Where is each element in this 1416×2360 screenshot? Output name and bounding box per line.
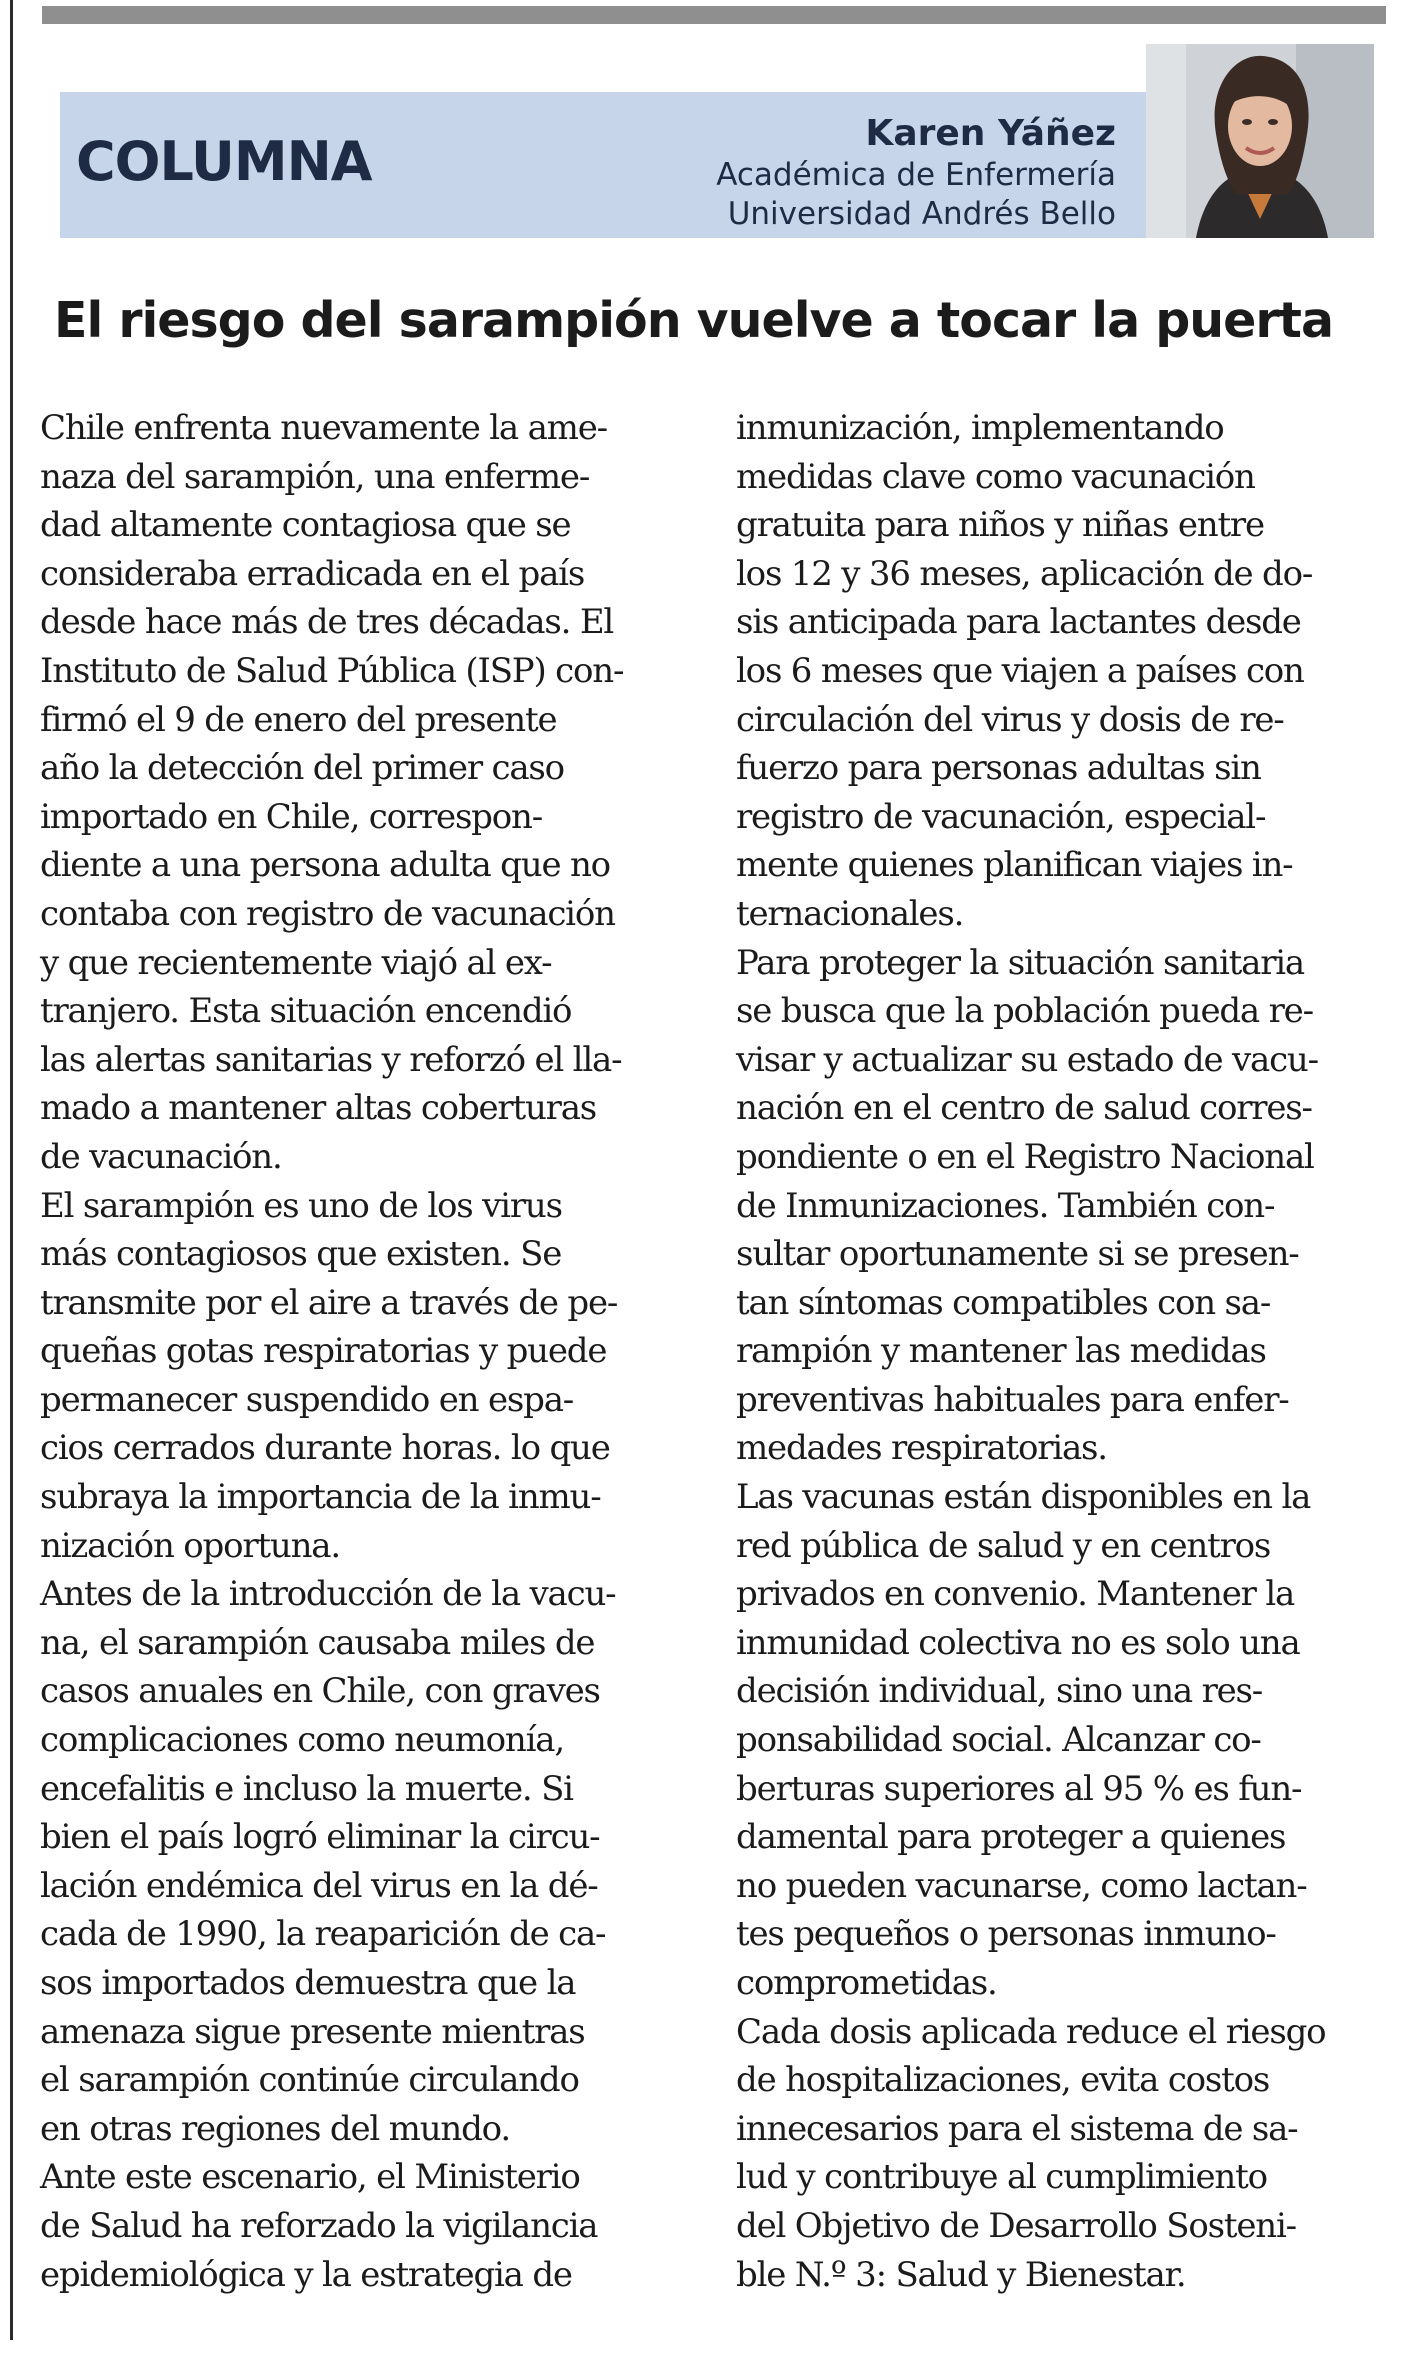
article-line: los 12 y 36 meses, aplicación de do-: [736, 553, 1313, 594]
article-line: transmite por el aire a través de pe-: [40, 1282, 618, 1323]
article-line: año la detección del primer caso: [40, 748, 564, 789]
author-role: Académica de Enfermería: [716, 157, 1116, 193]
article-line: visar y actualizar su estado de vacu-: [736, 1039, 1318, 1080]
article-line: de hospitalizaciones, evita costos: [736, 2060, 1270, 2101]
article-line: subraya la importancia de la inmu-: [40, 1477, 601, 1518]
article-line: Para proteger la situación sanitaria: [736, 942, 1304, 983]
article-line: queñas gotas respiratorias y puede: [40, 1331, 607, 1372]
article-line: El sarampión es uno de los virus: [40, 1185, 562, 1226]
article-line: no pueden vacunarse, como lactan-: [736, 1865, 1307, 1906]
article-line: ternacionales.: [736, 893, 964, 934]
article-line: Cada dosis aplicada reduce el riesgo: [736, 2011, 1326, 2052]
article-line: el sarampión continúe circulando: [40, 2060, 579, 2101]
author-institution: Universidad Andrés Bello: [727, 196, 1116, 232]
article-line: tes pequeños o personas inmuno-: [736, 1914, 1276, 1955]
article-line: epidemiológica y la estrategia de: [40, 2254, 572, 2295]
article-line: comprometidas.: [736, 1963, 997, 2003]
article-line: de Salud ha reforzado la vigilancia: [40, 2205, 598, 2246]
headline: El riesgo del sarampión vuelve a tocar la puerta: [54, 292, 1334, 349]
author-name: Karen Yáñez: [865, 113, 1116, 154]
article-line: preventivas habituales para enfer-: [736, 1379, 1289, 1420]
article-line: se busca que la población pueda re-: [736, 991, 1313, 1032]
article-line: cada de 1990, la reaparición de ca-: [40, 1914, 606, 1955]
article-line: desde hace más de tres décadas. El: [40, 602, 614, 643]
article-line: del Objetivo de Desarrollo Sosteni-: [736, 2205, 1296, 2246]
article-line: y que recientemente viajó al ex-: [40, 942, 552, 983]
article-line: mente quienes planifican viajes in-: [736, 845, 1293, 886]
top-rule: [42, 6, 1386, 24]
article-line: lación endémica del virus en la dé-: [40, 1865, 598, 1906]
article-line: sultar oportunamente si se presen-: [736, 1234, 1299, 1275]
article-line: nación en el centro de salud corres-: [736, 1088, 1312, 1129]
article-line: amenaza sigue presente mientras: [40, 2011, 585, 2052]
article-line: de vacunación.: [40, 1136, 282, 1177]
article-line: medades respiratorias.: [736, 1428, 1107, 1469]
article-line: tranjero. Esta situación encendió: [40, 991, 572, 1032]
article-line: las alertas sanitarias y reforzó el lla-: [40, 1039, 622, 1080]
article-line: inmunidad colectiva no es solo una: [736, 1622, 1300, 1663]
article-line: bien el país logró eliminar la circu-: [40, 1817, 600, 1858]
article-line: Antes de la introducción de la vacu-: [40, 1574, 616, 1615]
article-line: Instituto de Salud Pública (ISP) con-: [40, 650, 624, 691]
article-line: decisión individual, sino una res-: [736, 1671, 1263, 1712]
article-line: mado a mantener altas coberturas: [40, 1088, 597, 1129]
article-line: registro de vacunación, especial-: [736, 796, 1266, 837]
article-line: los 6 meses que viajen a países con: [736, 650, 1304, 691]
article-line: circulación del virus y dosis de re-: [736, 699, 1284, 740]
article-line: fuerzo para personas adultas sin: [736, 748, 1261, 789]
article-line: medidas clave como vacunación: [736, 456, 1255, 497]
author-photo: [1146, 44, 1374, 238]
article-line: encefalitis e incluso la muerte. Si: [40, 1768, 573, 1809]
article-line: na, el sarampión causaba miles de: [40, 1622, 595, 1663]
article-line: innecesarios para el sistema de sa-: [736, 2108, 1298, 2149]
article-line: en otras regiones del mundo.: [40, 2108, 510, 2149]
article-line: ble N.º 3: Salud y Bienestar.: [736, 2254, 1186, 2295]
article-line: naza del sarampión, una enferme-: [40, 456, 590, 497]
article-line: diente a una persona adulta que no: [40, 845, 610, 886]
section-label: COLUMNA: [76, 130, 372, 193]
article-line: ponsabilidad social. Alcanzar co-: [736, 1720, 1261, 1761]
author-byline: [716, 112, 1116, 234]
article-line: lud y contribuye al cumplimiento: [736, 2157, 1267, 2198]
article-line: Ante este escenario, el Ministerio: [40, 2157, 580, 2198]
article-line: Chile enfrenta nuevamente la ame-: [40, 408, 607, 448]
article-line: tan síntomas compatibles con sa-: [736, 1282, 1271, 1323]
article-line: gratuita para niños y niñas entre: [736, 505, 1264, 546]
article-line: pondiente o en el Registro Nacional: [736, 1136, 1314, 1177]
article-line: nización oportuna.: [40, 1525, 340, 1566]
left-margin-rule: [10, 0, 13, 2340]
article-line: casos anuales en Chile, con graves: [40, 1671, 600, 1712]
article-column-left: [40, 404, 690, 2299]
article-line: inmunización, implementando: [736, 408, 1224, 448]
article-line: de Inmunizaciones. También con-: [736, 1185, 1275, 1226]
article-line: damental para proteger a quienes: [736, 1817, 1286, 1858]
article-line: importado en Chile, correspon-: [40, 796, 543, 837]
article-line: Las vacunas están disponibles en la: [736, 1477, 1311, 1518]
article-column-right: [736, 404, 1386, 2299]
article-line: sis anticipada para lactantes desde: [736, 602, 1301, 643]
article-line: sos importados demuestra que la: [40, 1963, 576, 2003]
article-line: cios cerrados durante horas. lo que: [40, 1428, 610, 1469]
article-line: berturas superiores al 95 % es fun-: [736, 1768, 1302, 1809]
article-line: dad altamente contagiosa que se: [40, 505, 571, 546]
article-line: red pública de salud y en centros: [736, 1525, 1271, 1566]
article-line: complicaciones como neumonía,: [40, 1720, 564, 1761]
article-line: privados en convenio. Mantener la: [736, 1574, 1295, 1615]
article-line: consideraba erradicada en el país: [40, 553, 585, 594]
article-line: permanecer suspendido en espa-: [40, 1379, 574, 1420]
article-line: firmó el 9 de enero del presente: [40, 699, 557, 740]
article-line: más contagiosos que existen. Se: [40, 1234, 562, 1275]
article-line: contaba con registro de vacunación: [40, 893, 615, 934]
article-line: rampión y mantener las medidas: [736, 1331, 1266, 1372]
